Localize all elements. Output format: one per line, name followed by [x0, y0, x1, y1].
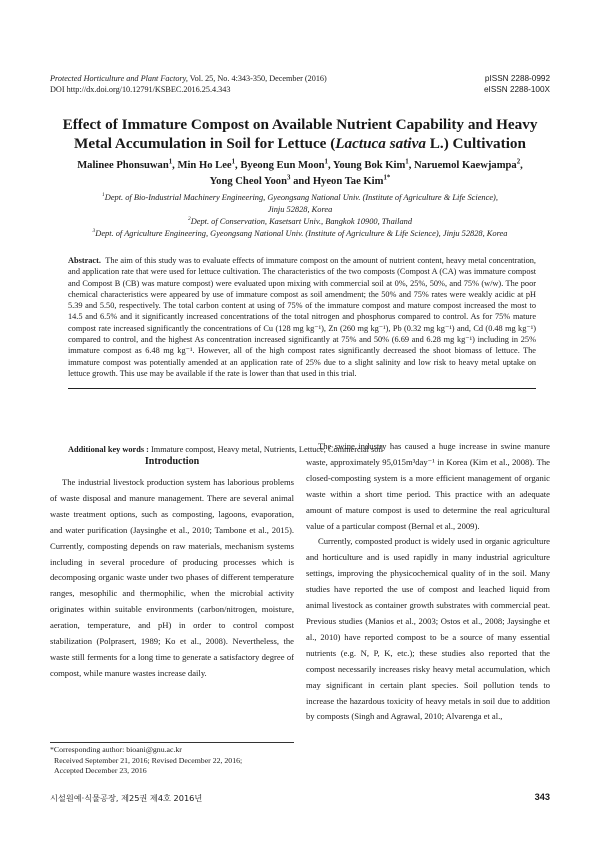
journal-citation: [50, 74, 327, 85]
title-line-1: Effect of Immature Compost on Available Nutrient Capability and Heavy: [62, 116, 538, 133]
affil-text: Dept. of Bio-Industrial Machinery Engineering, Gyeongsang National Univ. (Institute of Agriculture & Life Science),: [104, 193, 498, 202]
author-name: Yong Cheol Yoon: [209, 175, 287, 187]
affiliations: [50, 192, 550, 240]
accepted-date: Accepted December 23, 2016: [54, 766, 147, 776]
eissn: eISSN 2288-100X: [484, 84, 550, 94]
paper-title: [40, 115, 560, 153]
intro-paragraph-3: Currently, composted product is widely used in organic agriculture and horticulture and is used rapidly in many industrial agriculture settings, improving the physicochemical quality of in the soil. Many studies have reported the use of compost and leached liquid from animal livestock as container growth substrates with commercial peat. Previous studies (Manios et al., 2003; Ostos et al., 2008; Jaysinghe et al., 2010) have reported compost to be a source of many essential nutrients (e.g. N, P, K, etc.); these studies also reported that the compost necessarily increases risky heavy metal accumulation, which may significant in certain plant species. Soil pollution tends to increase the hazardous toxicity of heavy metals in soil due to addition by composts (Singh and Agrawal, 2010; Alvarenga et al.,: [306, 536, 550, 722]
author-line-2: Yong Cheol Yoon$^3$ and Hyeon Tae Kim$^{1*}$: [209, 173, 391, 187]
author-list: [40, 158, 560, 189]
corresponding-author: *Corresponding author: bioani@gnu.ac.kr: [50, 745, 182, 754]
footnote: [50, 742, 294, 777]
author-line-1: Malinee Phonsuwan$^1$, Min Ho Lee$^1$, Byeong Eun Moon$^1$, Young Bok Kim$^1$, Naruemol Kaewjampa$^2$,: [77, 158, 523, 171]
affiliation-3: [50, 228, 550, 240]
left-column: [50, 455, 294, 682]
page-number: 343: [534, 792, 550, 802]
pissn: pISSN 2288-0992: [484, 74, 550, 83]
issn-block: [484, 74, 550, 95]
abstract-text: The aim of this study was to evaluate effects of immature compost on the amount of nutrient content, heavy metal concentration, and application rate that were used for lettuce cultivation. The characteristics of the two composts (Compost A (CA) was immature compost and Compost B (CB) was mature compost) were evaluated upon mixing with commercial soil at 0%, 25%, 50%, and 75% (w/w). The poor chemical characteristics were appeared by use of immature compost as soil amendment; the 50% and 75% rates were weakly acidic at pH 5.39 and 5.50, respectively. The total carbon content at using of 75% of the immature compost and mature compost increased the most to 14.5 and 6.5% and it significantly increased concentrations of the total nitrogen and phosphorus compared to control. As for 75% mature compost rate increased significantly the concentrations of Cu (128 mg kg⁻¹), Zn (260 mg kg⁻¹), Pb (0.32 mg kg⁻¹) and, Cd (0.48 mg kg⁻¹) compared to control, and the highest As concentration increased significantly at 75% and 50% (6.69 and 6.28 mg kg⁻¹) including in 25% immature compost as 6.48 mg kg⁻¹. However, all of the high compost rates significantly decreased the shoot biomass of lettuce. The immature compost was potentially amended at an application rate of 25% due to a slight salinity and low risk to heavy metal uptake on lettuce growth. This use may be available if the rate is lower than that used in this trial.: [68, 256, 536, 378]
species-name: Lactuca sativa: [335, 135, 426, 152]
abstract-paragraph: [68, 255, 536, 379]
affiliation-1: [50, 192, 550, 204]
intro-paragraph-1: The industrial livestock production system has laborious problems of waste disposal and manure management. There are several animal waste treatment options, such as composting, lagoons, evaporation, and water purification (Jaysinghe et al., 2010; Tambone et al., 2015). Currently, composting depends on raw materials, mechanism systems including in several procedure of producing processes which is decomposing organic waste under two phases of different temperature ranges, mesophilic and thermophilic, when the microbial activity originates within suitable environments (carbon/nitrogen, moisture, aeration, temperature, and pH) in order to control compost stabilization (Polprasert, 1989; Ko et al., 2008). Nevertheless, the waste still ferments for a long time to generate a satisfactory degree of compost, while manure wastes increase daily.: [50, 477, 294, 678]
footer-journal-korean: 시설원예·식물공장, 제25권 제4호 2016년: [50, 793, 203, 803]
author-affil-mark: 3: [286, 173, 291, 181]
doi-link[interactable]: DOI http://dx.doi.org/10.12791/KSBEC.2016.25.4.343: [50, 84, 231, 94]
author-affil-mark: 1*: [383, 173, 391, 181]
keywords-label: Additional key words :: [68, 445, 149, 454]
abstract-label: Abstract.: [68, 256, 101, 265]
author-name: Young Bok Kim: [332, 160, 406, 171]
abstract-section: [68, 255, 536, 389]
author-affil-mark: 1: [231, 158, 236, 166]
received-dates: Received September 21, 2016; Revised December 22, 2016;: [54, 755, 243, 765]
author-affil-mark: 1: [168, 158, 173, 166]
author-affil-mark: 1: [405, 158, 409, 166]
title-line-2-post: L.) Cultivation: [425, 135, 526, 152]
affiliation-2: [50, 216, 550, 228]
author-name: Min Ho Lee: [177, 160, 232, 171]
affiliation-1-city: Jinju 52828, Korea: [267, 205, 333, 214]
keywords-text: Immature compost, Heavy metal, Nutrients, Lettuce, Commercial soil: [148, 445, 384, 454]
affil-mark: 3: [92, 228, 96, 235]
title-line-2: [40, 134, 560, 153]
affil-mark: 2: [187, 216, 191, 223]
title-line-2-pre: Metal Accumulation in Soil for Lettuce (: [74, 135, 336, 152]
author-affil-mark: 1: [324, 158, 328, 166]
author-affil-mark: 2: [516, 158, 521, 166]
journal-volume: Vol. 25, No. 4:343-350, December (2016): [187, 74, 327, 83]
author-name: Hyeon Tae Kim: [312, 175, 384, 187]
affil-mark: 1: [102, 192, 105, 199]
author-name: Malinee Phonsuwan: [77, 160, 169, 171]
right-column: [306, 439, 550, 725]
journal-name: Protected Horticulture and Plant Factory,: [50, 74, 188, 83]
affil-text: Dept. of Conservation, Kasetsart Univ., Bangkok 10900, Thailand: [190, 217, 413, 226]
author-name: Naruemol Kaewjampa: [414, 160, 517, 171]
intro-paragraph-2: The swine industry has caused a huge increase in swine manure waste, approximately 95,015m³day⁻¹ in Korea (Kim et al., 2008). The closed-composting system is a more efficient management of organic waste within a short time period. This practice with an adequate amount of mature compost is used to determine the real agricultural value of a particular compost (Bernal et al., 2009).: [306, 441, 550, 531]
journal-header: [50, 74, 327, 95]
section-heading-introduction: Introduction: [144, 456, 200, 467]
affil-text: Dept. of Agriculture Engineering, Gyeongsang National Univ. (Institute of Agriculture & Life Science), Jinju 52828, Korea: [95, 229, 508, 238]
author-name: Byeong Eun Moon: [240, 160, 325, 171]
